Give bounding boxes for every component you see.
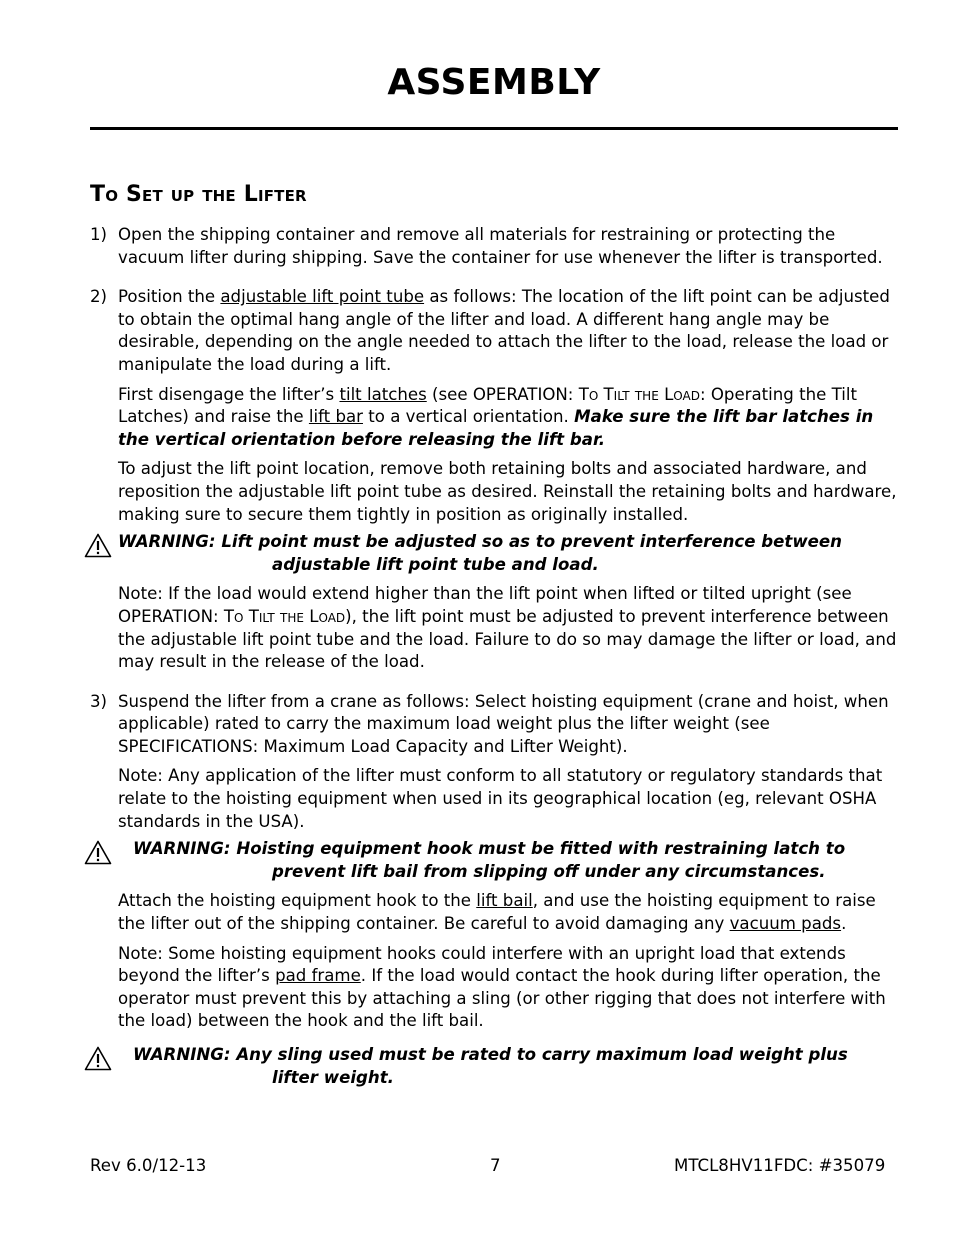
step-number: 2) [90, 287, 108, 307]
step-number: 3) [90, 691, 108, 711]
model-number: MTCL8HV11FDC: #35079 [674, 1156, 886, 1175]
title-divider [90, 127, 898, 130]
step-2-paragraph: Position the adjustable lift point tube as follows: The location of the lift point can be adjusted to obtain the optimal hang angle of the lifter and load. A different hang angle may be desirable, depending on the angle needed to attach the lifter to the load, release the load or manipulate the load during a lift. [118, 287, 890, 374]
warning-text: WARNING: Any sling used must be rated to carry maximum load weight plus lifter weight. [133, 1045, 848, 1087]
note-text: Note: If the load would extend higher than the lift point when lifted or tilted upright (see OPERATION: To Tilt the Load), the lift point must be adjusted to prevent interference between the adjustable lift point tube and the load. Failure to do so may damage the lifter or load, and may result in the release of the load. [118, 584, 897, 672]
warning-triangle-icon [84, 840, 112, 865]
step-3-paragraph: Suspend the lifter from a crane as follows: Select hoisting equipment (crane and hoist, when applicable) rated to carry the maximum load weight plus the lifter weight (see SPECIFICATIONS: Maximum Load Capacity and Lifter Weight). [118, 691, 889, 756]
term-adjustable-lift-point-tube: adjustable lift point tube [220, 287, 425, 307]
revision-label: Rev 6.0/12-13 [90, 1156, 207, 1175]
term-lift-bail: lift bail [476, 891, 533, 911]
note-block [90, 583, 900, 673]
warning-text: WARNING: Lift point must be adjusted so as to prevent interference between adjustable lift point tube and load. [118, 532, 842, 574]
note-text: Note: Some hoisting equipment hooks could interfere with an upright load that extends beyond the lifter’s pad frame. If the load would contact the hook during lifter operation, the operator must prevent this by attaching a sling (or other rigging that does not interfere with the load) between the hook and the lift bail. [118, 943, 886, 1031]
warning-triangle-icon [84, 533, 112, 558]
page-title: ASSEMBLY [387, 62, 601, 103]
step-3 [90, 691, 900, 834]
section-reference: To Tilt the Load [223, 606, 346, 626]
term-tilt-latches: tilt latches [339, 384, 427, 404]
term-vacuum-pads: vacuum pads [729, 914, 842, 934]
warning-block [90, 838, 900, 883]
instructions [90, 224, 900, 1089]
page-number: 7 [490, 1156, 501, 1175]
warning-block [90, 531, 900, 576]
step-3-paragraph: Attach the hoisting equipment hook to the lift bail, and use the hoisting equipment to raise the lifter out of the shipping container. Be careful to avoid damaging any vacuum pads. [118, 891, 876, 934]
warning-block [90, 1044, 900, 1089]
term-lift-bar: lift bar [308, 407, 363, 427]
note-text: Note: Any application of the lifter must conform to all statutory or regulatory standards that relate to the hoisting equipment when used in its geographical location (eg, relevant OSHA standards in the USA). [118, 766, 883, 831]
term-pad-frame: pad frame [275, 966, 361, 986]
section-reference: To Tilt the Load [578, 384, 700, 404]
step-2 [90, 286, 900, 526]
step-3-continued [90, 890, 900, 1033]
section-title: To Set up the Lifter [90, 182, 307, 207]
step-number: 1) [90, 225, 108, 244]
warning-triangle-icon [84, 1046, 112, 1071]
step-1-text: Open the shipping container and remove all materials for restraining or protecting the vacuum lifter during shipping. Save the container for use whenever the lifter is transported. [118, 225, 883, 267]
step-2-paragraph: First disengage the lifter’s tilt latches (see OPERATION: To Tilt the Load: Operating the Tilt Latches) and raise the lift bar to a vertical orientation. Make sure the lift bar latches in the vertical orientation before releasing the lift bar. [118, 384, 874, 449]
warning-text: WARNING: Hoisting equipment hook must be fitted with restraining latch to prevent lift bail from slipping off under any circumstances. [133, 839, 846, 881]
emphasis-instruction: Make sure the lift bar latches in the vertical orientation before releasing the lift bar. [118, 407, 874, 449]
step-2-paragraph: To adjust the lift point location, remove both retaining bolts and associated hardware, and reposition the adjustable lift point tube as desired. Reinstall the retaining bolts and hardware, making sure to secure them tightly in position as originally installed. [118, 459, 897, 524]
step-1 [90, 224, 900, 269]
